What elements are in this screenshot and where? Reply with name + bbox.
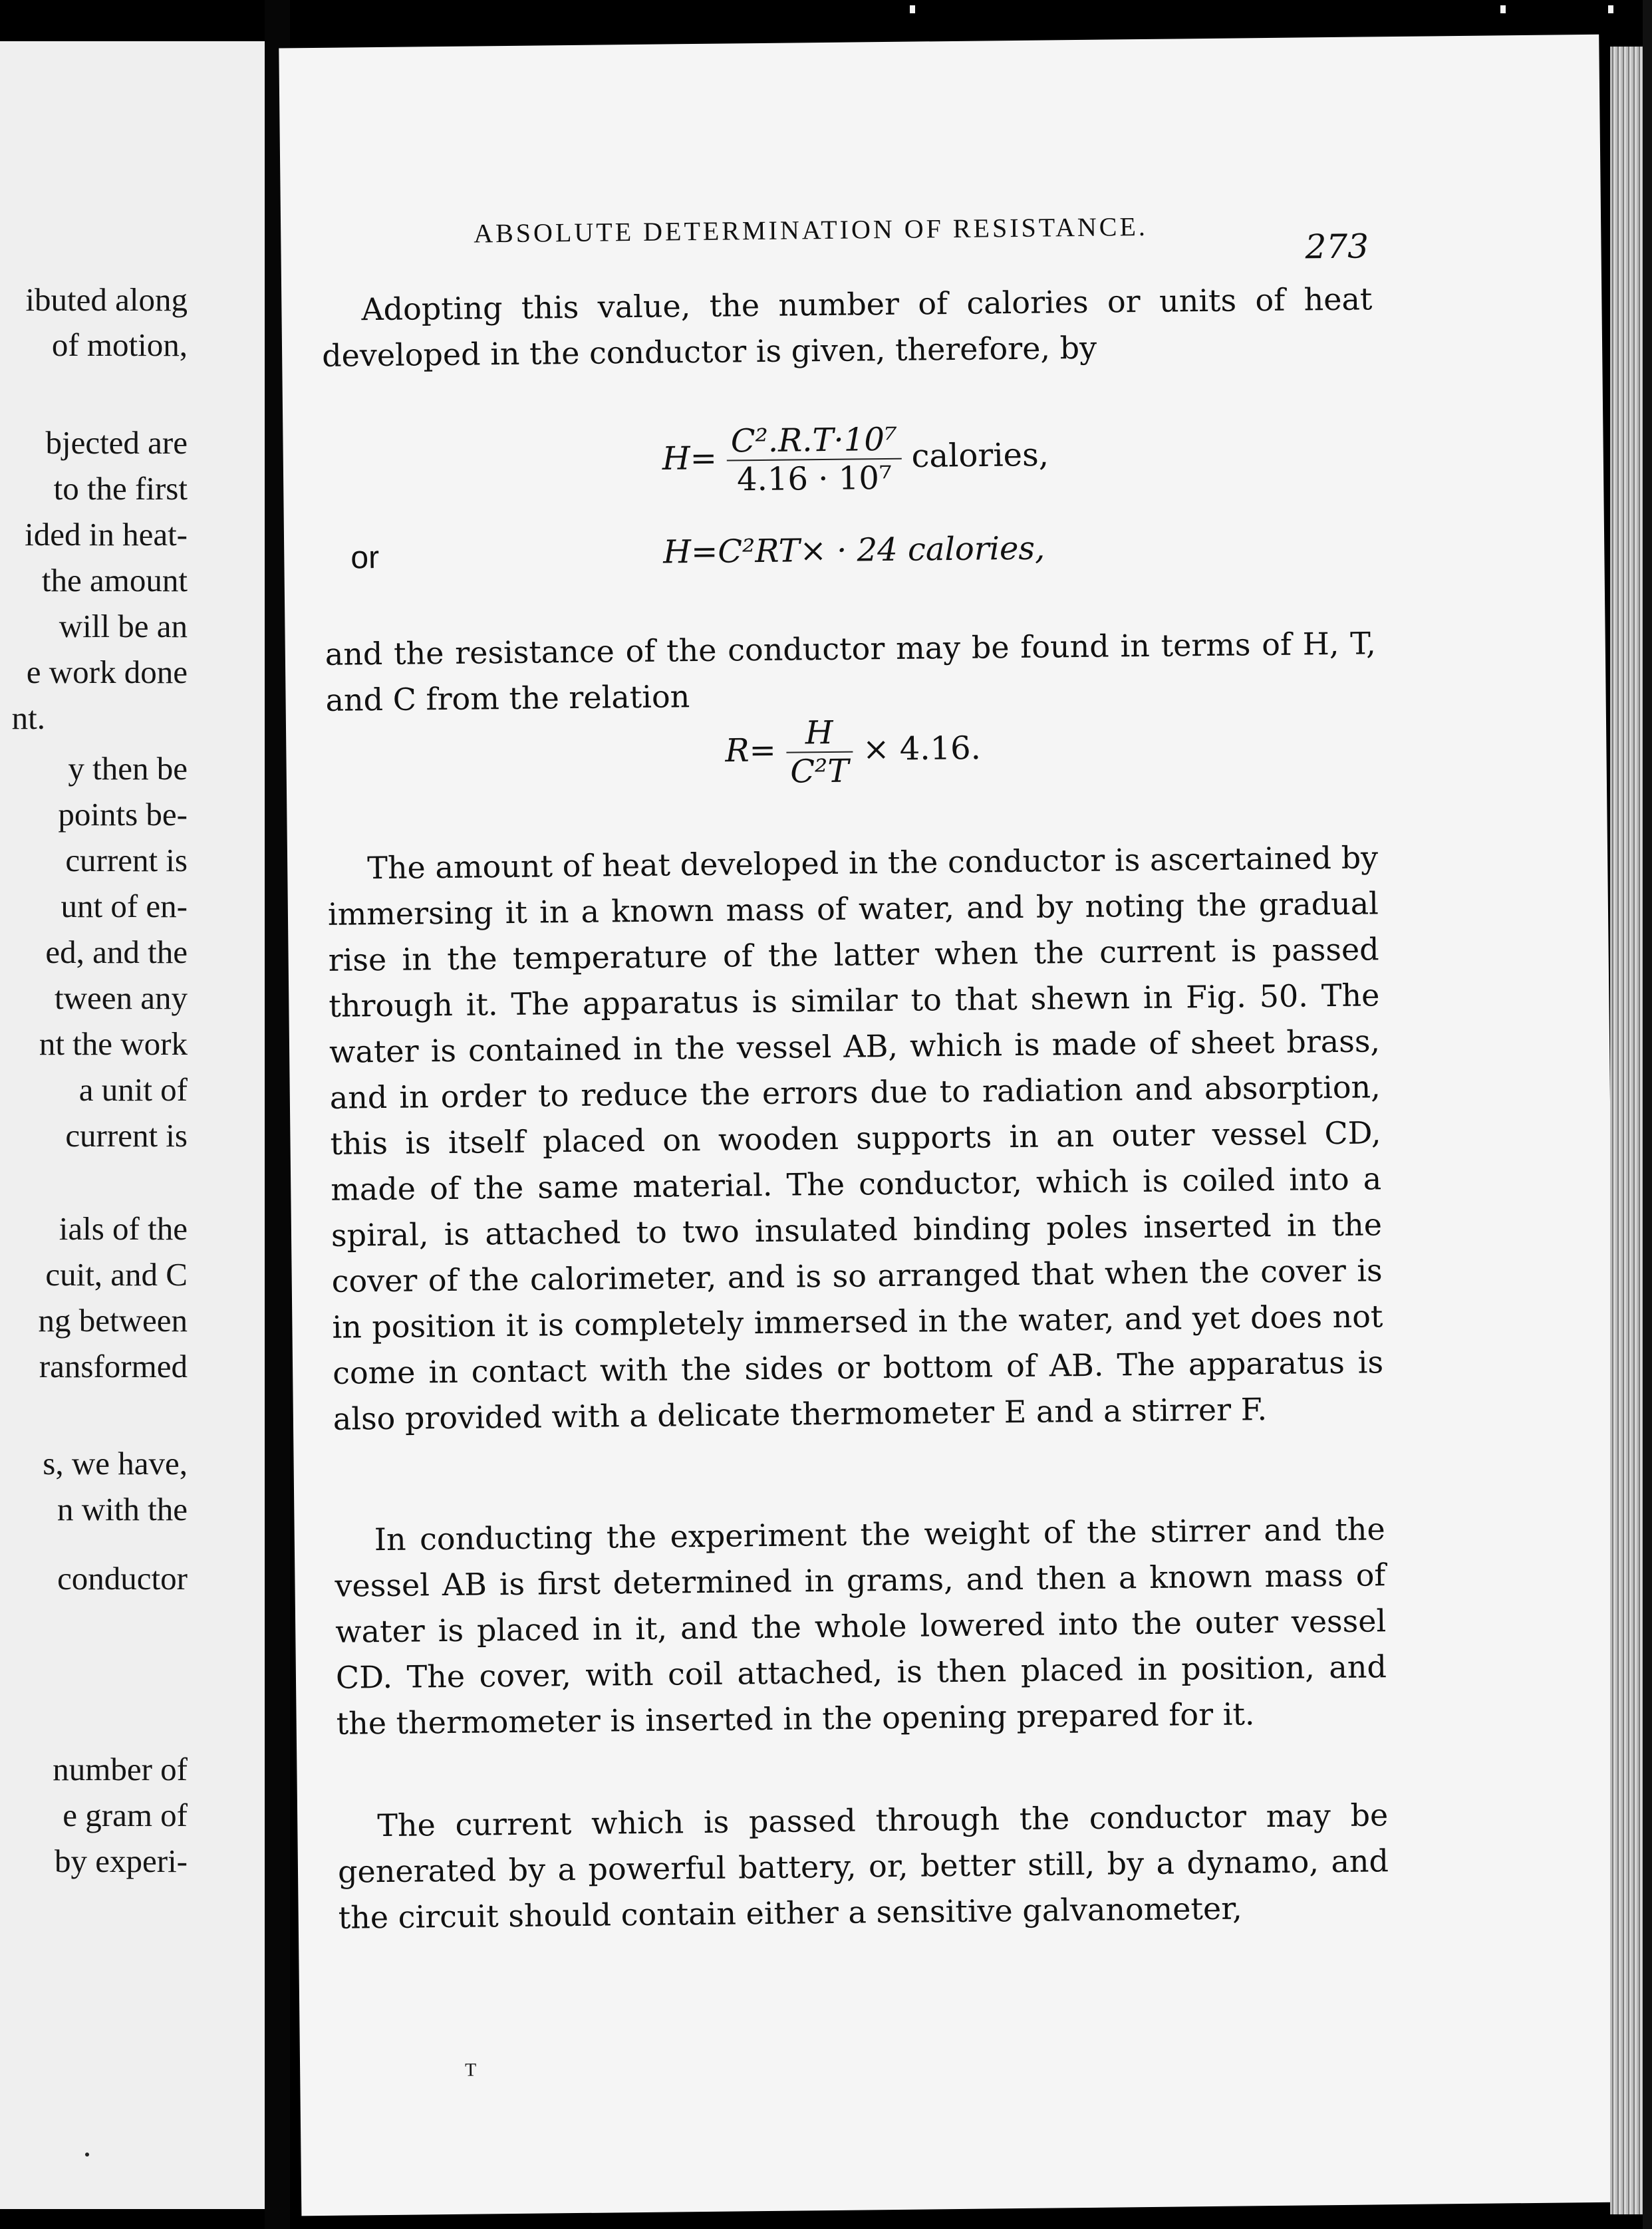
page-number: 273 [1305,227,1369,267]
formula-heat-calories [662,419,1049,499]
left-page-line: ials of the [59,1210,188,1247]
book-edge-shadow [1643,0,1652,2229]
left-page-line: ransformed [39,1348,188,1384]
formula-lhs: H= [662,440,718,478]
ink-dot [85,2153,89,2157]
left-page-line: ided in heat- [25,516,188,553]
fraction-numerator: C².R.T·10⁷ [730,420,898,460]
fraction [785,714,853,791]
left-page-line: conductor [57,1560,188,1597]
fraction-denominator: 4.16 · 10⁷ [727,458,902,499]
left-page-line: will be an [59,608,188,644]
left-page-line: e gram of [63,1797,188,1833]
fraction-numerator: H [805,714,833,752]
or-label: or [350,540,380,576]
running-head: ABSOLUTE DETERMINATION OF RESISTANCE. [473,211,1149,249]
formula-factor: × 4.16. [862,729,982,768]
fraction [727,421,902,499]
left-page-line: a unit of [78,1071,188,1108]
left-page-line: s, we have, [43,1445,188,1482]
left-page-line: number of [53,1751,188,1787]
formula-unit: calories, [911,436,1049,475]
left-page-line: y then be [68,750,188,787]
left-page-line: to the first [53,470,188,507]
left-page-line: ed, and the [45,934,188,970]
left-page-line: e work done [26,654,188,690]
formula-lhs: R= [725,731,777,770]
paragraph: The current which is passed through the conductor may be generated by a powerful battery, or, better still, by a dynamo, and the circuit should contain either a sensitive galvanometer, [337,1797,1389,1936]
left-page-line: nt. [11,700,45,736]
current-page [279,35,1621,2216]
left-page-line: bjected are [45,424,188,461]
left-page-line: tween any [55,980,188,1016]
scan-mark [910,5,915,13]
scan-mark [1608,5,1613,13]
left-page-line: current is [65,842,188,878]
paragraph: Adopting this value, the number of calories or units of heat developed in the conductor is given, therefore, by [321,281,1373,374]
left-page-line: cuit, and C [45,1256,188,1293]
left-page-line: nt the work [39,1025,188,1062]
paragraph: and the resistance of the conductor may be found in terms of H, T, and C from the relation [325,625,1377,718]
left-page-line: ibuted along [25,281,188,318]
left-page-line: points be- [58,796,188,833]
left-page-line: the amount [41,562,188,598]
paragraph: In conducting the experiment the weight of the stirrer and the vessel AB is first determined in grams, and then a known mass of water is placed in it, and the whole lowered into the outer vessel CD. The cover, with coil attached, is then placed in position, and the thermometer is inserted in the opening prepared for it. [335,1511,1387,1742]
left-page-line: ng between [38,1302,188,1339]
formula-heat-simplified [663,530,1045,571]
left-page-line: by experi- [55,1843,188,1879]
previous-page [0,41,265,2209]
paragraph: The amount of heat developed in the conductor is ascertained by immersing it in a known mass of water, and by noting the gradual rise in the temperature of the latter when the current is passed through it. The apparatus is similar to that shewn in Fig. 50. The water is contained in the vessel AB, which is made of sheet brass, and in order to reduce the errors due to radiation and absorption, this is itself placed on wooden supports in an outer vessel CD, made of the same material. The conductor, which is coiled into a spiral, is attached to two insulated binding poles inserted in the cover of the calorimeter, and is so arranged that when the cover is in position it is completely immersed in the water, and yet does not come in contact with the sides or bottom of AB. The apparatus is also provided with a delicate thermometer E and a stirrer F. [327,839,1384,1437]
signature-mark: T [464,2059,477,2081]
left-page-line: current is [65,1117,188,1154]
scan-mark [1500,5,1506,13]
formula-text: H=C²RT× · 24 calories, [662,529,1045,571]
left-page-line: unt of en- [61,888,188,924]
left-page-line: of motion, [51,327,188,363]
left-page-line: n with the [57,1491,188,1527]
fraction-denominator: C²T [786,751,853,791]
formula-resistance [725,713,982,791]
